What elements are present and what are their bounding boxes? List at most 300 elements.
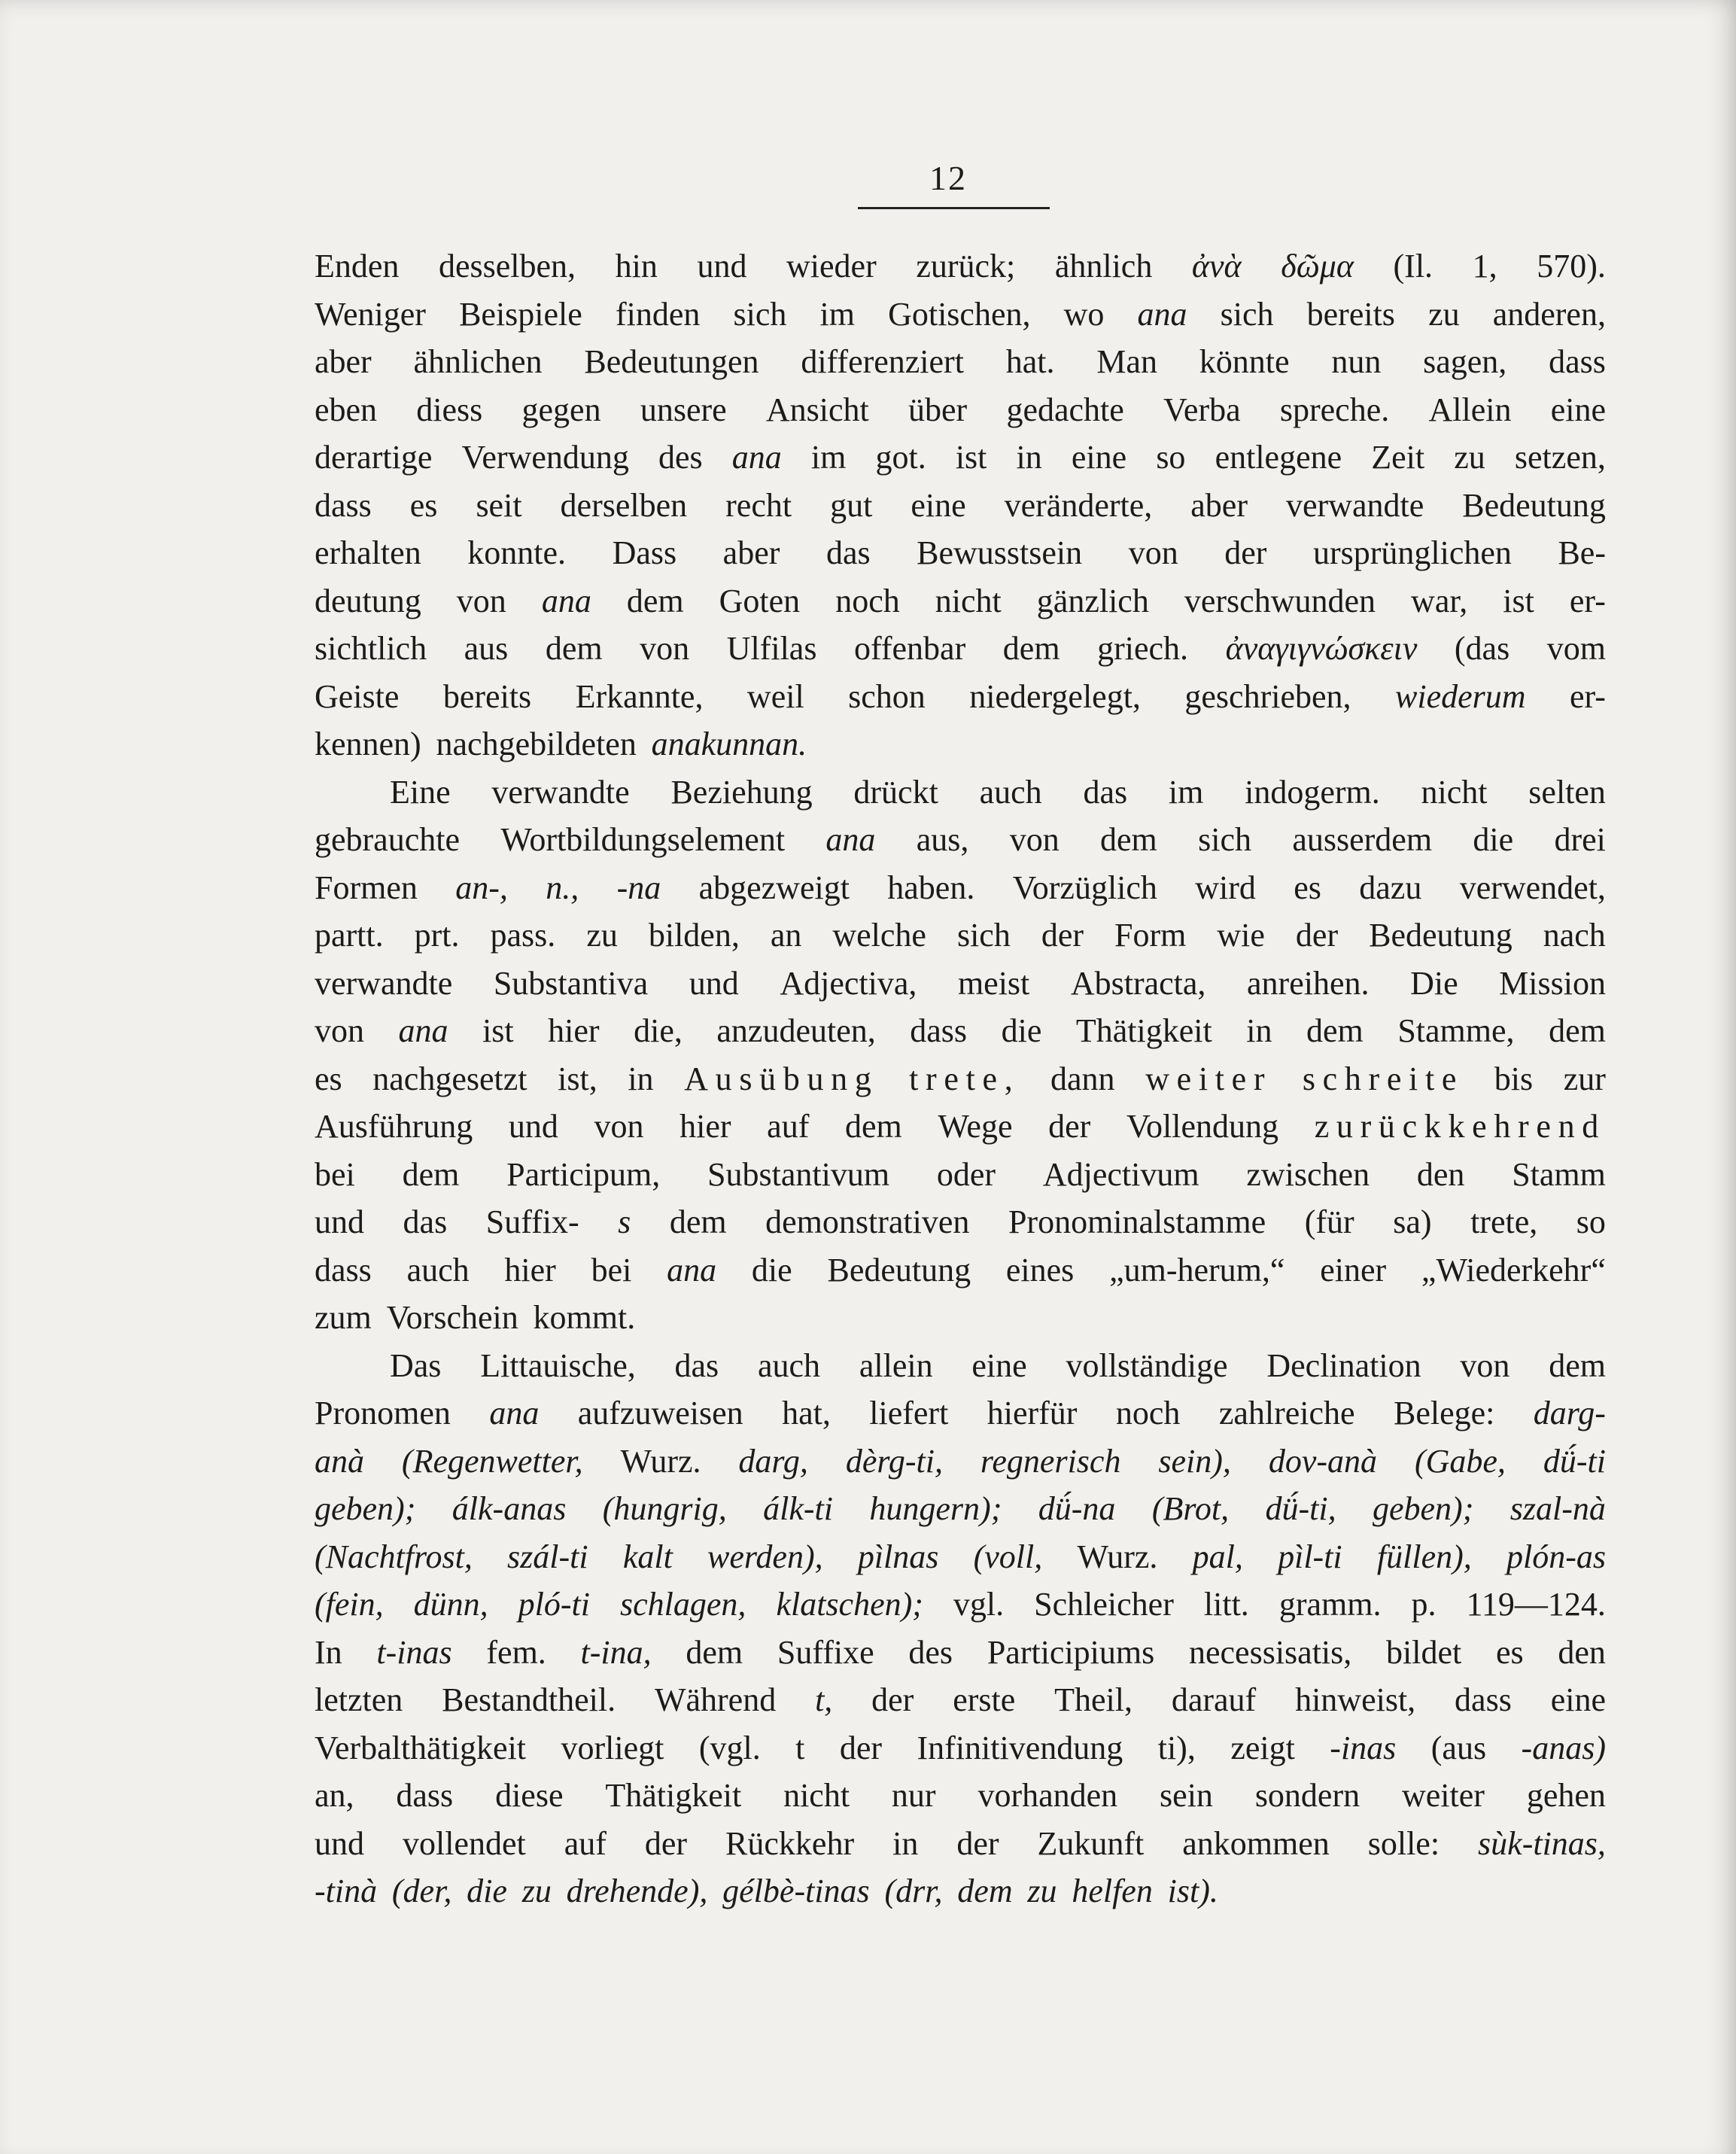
word: -inas <box>1330 1729 1397 1766</box>
word: niedergelegt, <box>969 677 1141 715</box>
word: Zeit <box>1371 439 1425 476</box>
text-line <box>315 482 1606 530</box>
word: nicht <box>1421 773 1488 811</box>
word: dem <box>1002 630 1060 667</box>
word: hin <box>615 248 658 284</box>
word: nur <box>891 1777 936 1814</box>
word: dem <box>1549 1346 1606 1384</box>
word: von <box>1128 534 1178 571</box>
word: finden <box>615 295 701 333</box>
text-line <box>315 1055 1606 1103</box>
word: Littauische, <box>480 1346 636 1384</box>
text-line <box>315 242 1606 291</box>
word: wie <box>1217 917 1265 954</box>
word: auf <box>564 1824 607 1862</box>
word: der <box>1041 917 1084 954</box>
word: griech. <box>1097 630 1189 667</box>
word: s <box>618 1203 631 1240</box>
word: nicht <box>935 582 1002 619</box>
text-line <box>315 1151 1606 1199</box>
word: er- <box>1570 677 1606 715</box>
word: Während <box>654 1681 777 1718</box>
word: Theil, <box>1054 1681 1133 1718</box>
word: vom <box>1546 630 1606 667</box>
word: t-inas <box>376 1633 452 1671</box>
word: hier <box>504 1251 556 1288</box>
word: pìlnas <box>857 1538 939 1575</box>
word: Vorschein <box>386 1299 518 1336</box>
word: der <box>956 1824 999 1862</box>
word: Vorzüglich <box>1012 869 1157 906</box>
word: zurückkehrend <box>1314 1108 1606 1145</box>
word: In <box>315 1633 342 1671</box>
text-line <box>315 1629 1606 1677</box>
word: ana <box>825 821 876 858</box>
word: (vgl. <box>698 1729 761 1766</box>
word: schon <box>848 677 926 715</box>
word: geben); <box>1373 1490 1474 1527</box>
word: „um-herum,“ <box>1109 1251 1285 1288</box>
word: anzudeuten, <box>716 1012 876 1049</box>
word: vorliegt <box>561 1729 664 1766</box>
word: Thätigkeit <box>1075 1012 1212 1049</box>
word: t <box>795 1729 805 1766</box>
word: aber <box>315 343 372 380</box>
word: den <box>1558 1633 1606 1671</box>
word: dem <box>402 1155 460 1193</box>
word: schlagen, <box>620 1586 746 1623</box>
word: dem <box>669 1203 727 1240</box>
word: nachgebildeten <box>436 726 637 762</box>
text-line <box>315 1246 1606 1295</box>
word: (der, <box>391 1873 452 1909</box>
word: eine <box>1071 439 1127 476</box>
word: Das <box>390 1346 442 1384</box>
text-line <box>315 291 1606 339</box>
word: Substantivum <box>707 1155 890 1193</box>
word: in <box>1246 1012 1272 1049</box>
text-line <box>315 720 1606 768</box>
word: dǘ-ti, <box>1265 1490 1336 1527</box>
word: prt. <box>414 917 460 954</box>
word: das <box>403 1203 448 1240</box>
word: pìl-ti <box>1278 1538 1342 1575</box>
word: (Nachtfrost, <box>315 1538 473 1575</box>
word: sagen, <box>1423 343 1507 380</box>
text-line <box>315 960 1606 1008</box>
word: den <box>1416 1155 1465 1193</box>
word: (Brot, <box>1151 1490 1230 1527</box>
word: Beziehung <box>670 773 813 811</box>
word: dem <box>957 1873 1013 1909</box>
word: der <box>1295 917 1339 954</box>
word: darauf <box>1171 1681 1257 1718</box>
word: in <box>892 1824 919 1862</box>
word: veränderte, <box>1004 486 1153 524</box>
word: könnte <box>1199 343 1290 380</box>
word: zahlreiche <box>1218 1395 1355 1431</box>
word: Rückkehr <box>725 1824 855 1862</box>
text-line <box>315 434 1606 482</box>
word: des <box>658 439 703 476</box>
word: hierfür <box>987 1395 1078 1431</box>
word: Dass <box>612 534 677 571</box>
word: dov-anà <box>1268 1442 1378 1480</box>
word: dünn, <box>413 1586 488 1623</box>
word: pló-ti <box>518 1586 590 1623</box>
word: das <box>825 534 871 571</box>
word: von <box>1460 1346 1510 1384</box>
word: eben <box>315 391 378 428</box>
word: von <box>640 630 690 667</box>
word: ist). <box>1167 1873 1218 1909</box>
word: vorhanden <box>977 1777 1118 1814</box>
word: dem <box>626 582 684 619</box>
word: Enden <box>315 248 400 284</box>
word: in <box>1016 439 1042 476</box>
word: Formen <box>315 869 418 906</box>
text-line <box>315 1294 1606 1342</box>
word: Infinitivendung <box>917 1729 1123 1766</box>
word: Substantiva <box>493 964 649 1002</box>
word: sich <box>733 295 787 333</box>
word: Stamm <box>1512 1155 1606 1193</box>
word: nachgesetzt <box>372 1060 527 1097</box>
word: es <box>1496 1633 1524 1671</box>
word: weil <box>746 677 804 715</box>
word: p. <box>1411 1586 1437 1623</box>
word: Mission <box>1499 964 1606 1002</box>
word: erhalten <box>315 534 421 571</box>
word: ti), <box>1157 1729 1196 1766</box>
word: auch <box>979 773 1042 811</box>
word: regnerisch <box>980 1442 1121 1480</box>
word: Bedeutung <box>827 1251 971 1288</box>
word: so <box>1576 1203 1606 1240</box>
word: es <box>409 486 438 524</box>
word: Adjectiva, <box>780 964 917 1002</box>
text-line <box>315 1485 1606 1533</box>
word: es <box>315 1060 342 1097</box>
word: haben. <box>887 869 975 906</box>
word: erste <box>953 1681 1016 1718</box>
text-line <box>315 1867 1606 1915</box>
word: dem <box>545 630 603 667</box>
text-line <box>315 529 1606 577</box>
word: pass. <box>490 917 556 954</box>
word: necessisatis, <box>1189 1633 1352 1671</box>
word: Participum, <box>506 1155 661 1193</box>
word: kommt. <box>533 1299 636 1336</box>
word: sich <box>1220 295 1274 333</box>
word: ausserdem <box>1292 821 1433 858</box>
word: t, <box>815 1681 833 1718</box>
word: dem <box>1100 821 1157 858</box>
word: ana <box>489 1395 540 1431</box>
word: Verbalthätigkeit <box>315 1729 527 1766</box>
word: Suffix- <box>485 1203 579 1240</box>
word: Thätigkeit <box>605 1777 742 1814</box>
word: Be- <box>1558 534 1606 571</box>
word: t-ina, <box>580 1633 652 1671</box>
word: nun <box>1331 343 1382 380</box>
text-line <box>315 768 1606 817</box>
word: Ansicht <box>765 391 869 428</box>
word: füllen), <box>1376 1538 1472 1575</box>
word: (voll, <box>973 1538 1043 1575</box>
word: Suffixe <box>777 1633 874 1671</box>
word: szál-ti <box>507 1538 588 1575</box>
word: oder <box>936 1155 996 1193</box>
text-line <box>315 1676 1606 1724</box>
word: Vollendung <box>1126 1108 1279 1145</box>
word: hat, <box>782 1395 831 1431</box>
word: die <box>467 1873 507 1909</box>
word: und <box>315 1824 364 1862</box>
text-line <box>315 386 1606 434</box>
word: hier <box>680 1108 731 1145</box>
word: und <box>315 1203 364 1240</box>
word: dazu <box>1359 869 1422 906</box>
word: zum <box>315 1299 372 1336</box>
word: Participiums <box>987 1633 1155 1671</box>
word: aus <box>464 630 509 667</box>
text-line <box>315 1007 1606 1055</box>
word: Wege <box>938 1108 1013 1145</box>
word: war, <box>1411 582 1468 619</box>
word: Wurz. <box>620 1442 701 1480</box>
word: anreihen. <box>1247 964 1370 1002</box>
word: verwandte <box>1285 486 1424 524</box>
word: hinweist, <box>1295 1681 1416 1718</box>
word: bilden, <box>648 917 740 954</box>
body-text <box>315 242 1606 1915</box>
word: schreite <box>1302 1060 1464 1097</box>
word: eine <box>1550 1681 1606 1718</box>
word: auf <box>767 1108 810 1145</box>
word: zur <box>1563 1060 1606 1097</box>
word: (für <box>1304 1203 1354 1240</box>
word: trete, <box>909 1060 1020 1097</box>
word: sondern <box>1254 1777 1361 1814</box>
word: 119—124. <box>1466 1586 1606 1623</box>
word: letzten <box>315 1681 403 1718</box>
word: pal, <box>1192 1538 1243 1575</box>
word: anakunnan. <box>651 726 807 762</box>
text-line <box>315 1820 1606 1868</box>
word: partt. <box>315 917 384 954</box>
word: (drr, <box>884 1873 943 1909</box>
header-rule <box>858 207 1050 209</box>
text-line <box>315 1103 1606 1151</box>
word: δῶμα <box>1281 248 1354 284</box>
word: ana <box>1137 295 1187 333</box>
word: meist <box>957 964 1030 1002</box>
word: ana <box>398 1012 448 1049</box>
word: verwandte <box>315 964 453 1002</box>
word: nach <box>1543 917 1606 954</box>
word: der <box>644 1824 688 1862</box>
word: dass <box>910 1012 968 1049</box>
word: wieder <box>786 248 877 284</box>
word: ist <box>482 1012 514 1049</box>
word: eine <box>911 486 966 524</box>
word: zwischen <box>1246 1155 1370 1193</box>
word: (Regenwetter, <box>401 1442 583 1480</box>
word: ana <box>667 1251 717 1288</box>
word: vgl. <box>953 1586 1005 1623</box>
word: Man <box>1096 343 1157 380</box>
word: 1, <box>1472 248 1497 284</box>
word: hungern); <box>869 1490 1002 1527</box>
word: unsere <box>640 391 727 428</box>
word: aus, <box>916 821 969 858</box>
word: bereits <box>442 677 532 715</box>
word: geben); <box>315 1490 416 1527</box>
word: sichtlich <box>315 630 427 667</box>
word: Bedeutungen <box>584 343 759 380</box>
word: aber <box>1190 486 1248 524</box>
word: auch <box>757 1346 821 1384</box>
word: die, <box>634 1012 683 1049</box>
word: dass <box>1455 1681 1512 1718</box>
word: Weniger <box>315 295 426 333</box>
word: noch <box>1115 1395 1181 1431</box>
word: Wurz. <box>1077 1538 1158 1575</box>
word: er- <box>1569 582 1606 619</box>
word: anà <box>315 1442 364 1480</box>
word: noch <box>835 582 900 619</box>
word: recht <box>725 486 792 524</box>
word: von <box>1009 821 1060 858</box>
word: trete, <box>1470 1203 1538 1240</box>
word: ana <box>731 439 782 476</box>
word: dǘ-na <box>1038 1490 1116 1527</box>
word: anderen, <box>1492 295 1606 333</box>
word: eine <box>1550 391 1606 428</box>
word: Die <box>1410 964 1458 1002</box>
word: diess <box>416 391 483 428</box>
word: Abstracta, <box>1070 964 1206 1002</box>
word: sein), <box>1158 1442 1231 1480</box>
word: des <box>908 1633 953 1671</box>
word: Erkannte, <box>575 677 704 715</box>
word: wird <box>1195 869 1256 906</box>
word: Bedeutung <box>1462 486 1606 524</box>
word: werden), <box>707 1538 823 1575</box>
word: zurück; <box>916 248 1016 284</box>
word: der <box>1048 1108 1091 1145</box>
word: zu <box>586 917 618 954</box>
word: (hungrig, <box>602 1490 727 1527</box>
word: bereits <box>1306 295 1395 333</box>
word: diese <box>495 1777 564 1814</box>
word: ursprünglichen <box>1312 534 1512 571</box>
word: setzen, <box>1514 439 1606 476</box>
word: gegen <box>521 391 601 428</box>
word: Goten <box>719 582 801 619</box>
word: wiederum <box>1395 677 1526 715</box>
word: gebrauchte <box>315 821 460 858</box>
word: zu <box>1454 439 1485 476</box>
word: kennen) <box>315 726 421 762</box>
word: drückt <box>853 773 938 811</box>
word: und <box>689 964 739 1002</box>
word: von <box>315 1012 364 1049</box>
word: sùk-tinas, <box>1478 1824 1606 1862</box>
text-line <box>315 1724 1606 1772</box>
word: darg, <box>738 1442 808 1480</box>
word: Eine <box>390 773 451 811</box>
word: Allein <box>1428 391 1512 428</box>
word: gehen <box>1526 1777 1606 1814</box>
word: zu <box>1027 1873 1057 1909</box>
word: gut <box>830 486 873 524</box>
word: darg- <box>1533 1395 1606 1431</box>
word: Ausführung <box>315 1108 473 1145</box>
word: dem <box>686 1633 743 1671</box>
word: gänzlich <box>1036 582 1149 619</box>
word: (Gabe, <box>1414 1442 1506 1480</box>
word: Pronominalstamme <box>1008 1203 1266 1240</box>
word: an, <box>315 1777 354 1814</box>
word: über <box>908 391 968 428</box>
word: bildet <box>1386 1633 1462 1671</box>
word: selten <box>1528 773 1606 811</box>
word: Bestandtheil. <box>442 1681 616 1718</box>
word: szal-nà <box>1509 1490 1606 1527</box>
word: -na <box>616 869 661 906</box>
word: welche <box>832 917 926 954</box>
word: verschwunden <box>1184 582 1376 619</box>
word: es <box>1294 869 1321 906</box>
word: bei <box>591 1251 632 1288</box>
word: solle: <box>1367 1824 1440 1862</box>
word: so <box>1156 439 1186 476</box>
word: dass <box>1549 343 1606 380</box>
word: dass <box>315 1251 372 1288</box>
word: aufzuweisen <box>577 1395 743 1431</box>
word: Geiste <box>315 677 400 715</box>
word: -anas) <box>1521 1729 1606 1766</box>
text-line <box>315 1389 1606 1438</box>
word: Beispiele <box>459 295 582 333</box>
word: ist, <box>558 1060 597 1097</box>
word: klatschen); <box>776 1586 923 1623</box>
word: (das <box>1454 630 1510 667</box>
word: ähnlichen <box>413 343 543 380</box>
word: ana <box>541 582 591 619</box>
word: Adjectivum <box>1042 1155 1199 1193</box>
word: hat. <box>1005 343 1055 380</box>
word: fem. <box>486 1633 546 1671</box>
word: plón-as <box>1506 1538 1606 1575</box>
word: offenbar <box>854 630 966 667</box>
word: nicht <box>783 1777 850 1814</box>
word: dann <box>1050 1060 1115 1097</box>
text-line <box>315 864 1606 912</box>
word: allein <box>859 1346 933 1384</box>
word: Verba <box>1163 391 1241 428</box>
word: zeigt <box>1230 1729 1295 1766</box>
word: litt. <box>1203 1586 1249 1623</box>
word: verwandte <box>491 773 630 811</box>
word: álk-anas <box>451 1490 567 1527</box>
word: in <box>628 1060 654 1097</box>
word: dǘ-ti <box>1543 1442 1606 1480</box>
word: zu <box>521 1873 552 1909</box>
word: das <box>1083 773 1128 811</box>
